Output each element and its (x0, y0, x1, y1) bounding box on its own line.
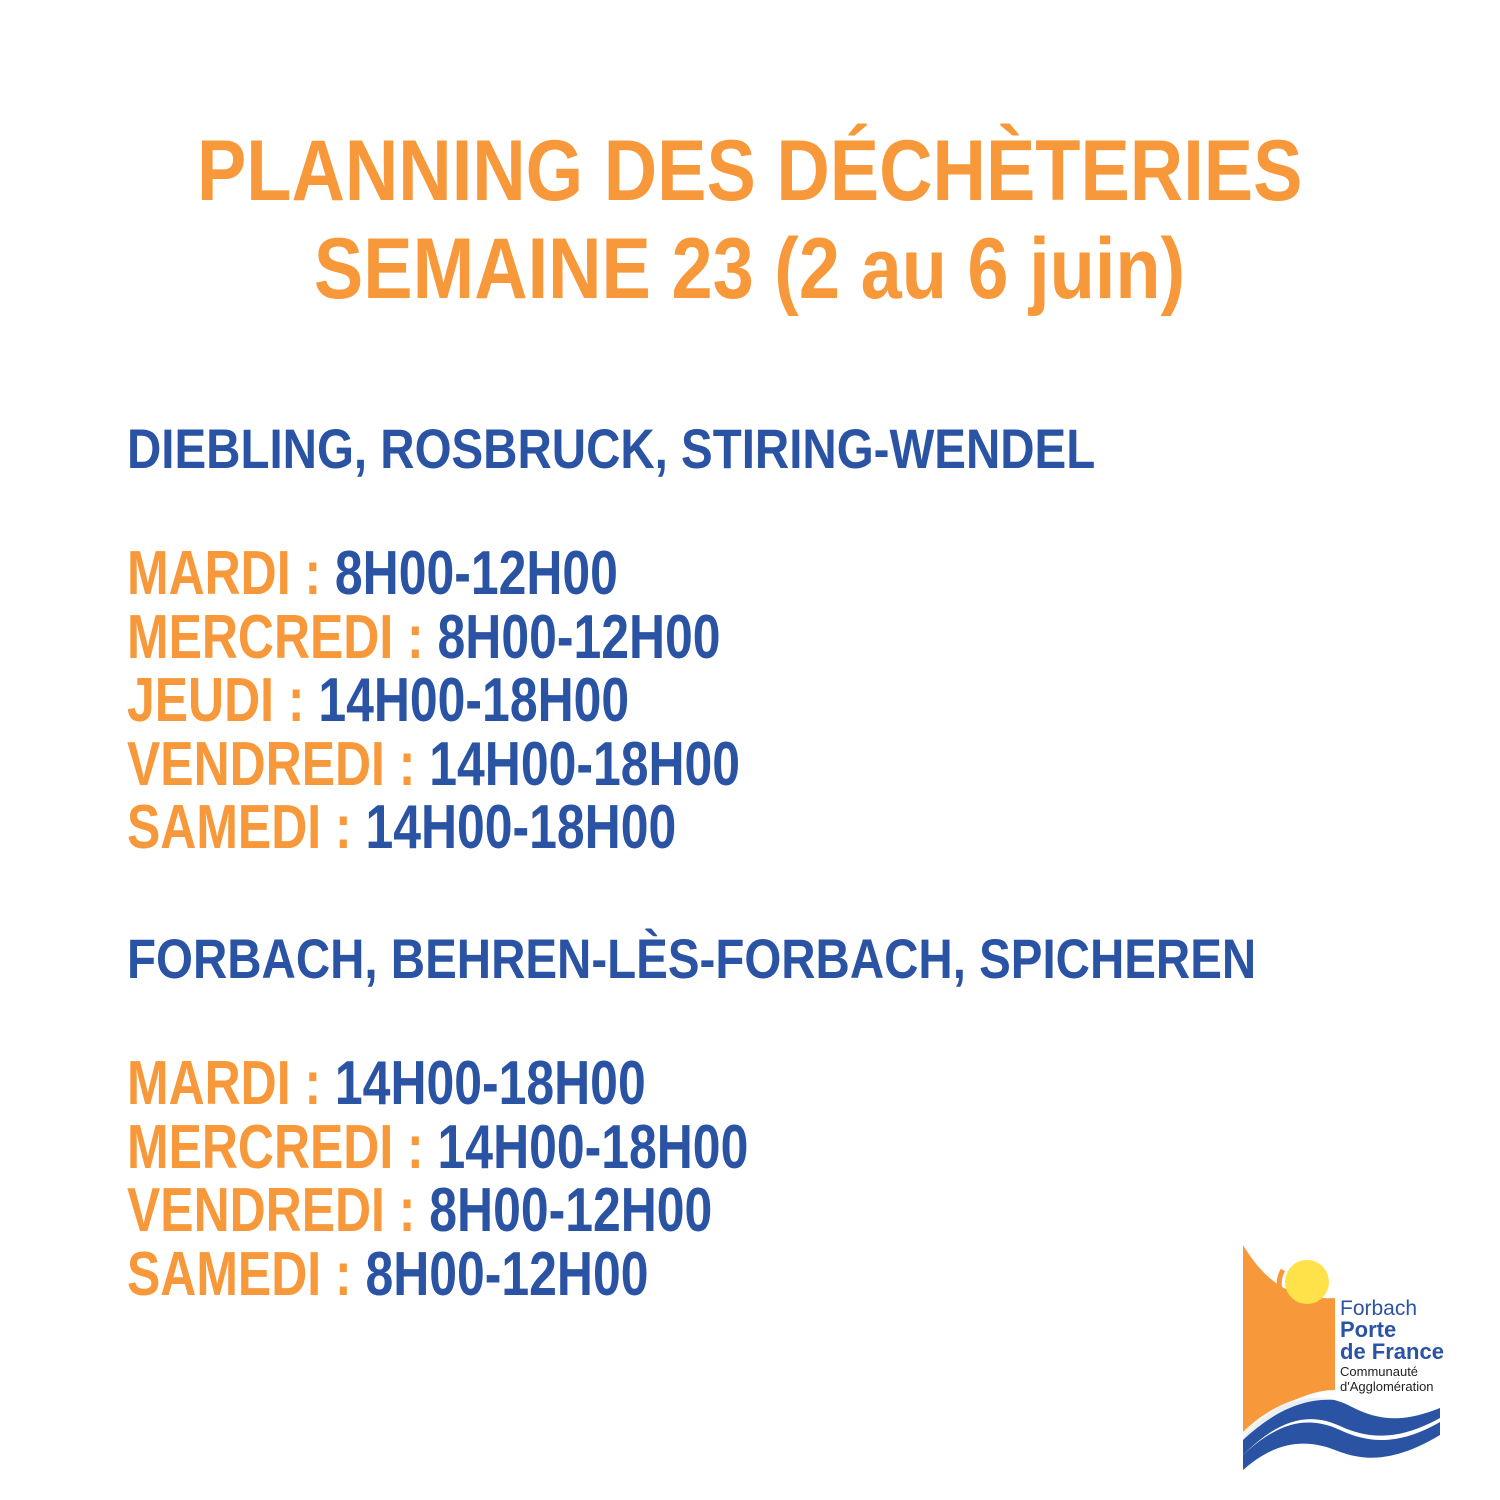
hours-value: 14H00-18H00 (437, 1112, 749, 1182)
schedule-row (127, 539, 889, 608)
day-label: JEUDI : (127, 666, 319, 735)
logo-wordmark (1340, 1298, 1444, 1393)
schedule-row (127, 602, 889, 672)
section-2-schedule (127, 1049, 899, 1309)
hours-value: 8H00-12H00 (334, 539, 618, 608)
schedule-row (127, 1239, 899, 1309)
day-label: VENDREDI : (127, 729, 430, 799)
schedule-row (127, 729, 889, 799)
day-label: SAMEDI : (127, 1239, 366, 1309)
schedule-row (127, 1176, 899, 1245)
logo-line-4: Communauté (1340, 1364, 1419, 1379)
schedule-row (127, 793, 889, 862)
day-label: VENDREDI : (127, 1176, 430, 1245)
section-1-heading: DIEBLING, ROSBRUCK, STIRING-WENDEL (127, 417, 1096, 480)
hours-value: 8H00-12H00 (429, 1176, 713, 1245)
day-label: MERCREDI : (127, 602, 438, 672)
logo-line-5: d'Agglomération (1340, 1379, 1434, 1394)
hours-value: 14H00-18H00 (429, 729, 741, 799)
day-label: MERCREDI : (127, 1112, 438, 1182)
hours-value: 8H00-12H00 (437, 602, 721, 672)
schedule-row (127, 666, 889, 735)
hours-value: 8H00-12H00 (365, 1239, 649, 1309)
logo-sun (1285, 1260, 1329, 1304)
logo-line-1: Forbach (1340, 1297, 1418, 1320)
hours-value: 14H00-18H00 (334, 1049, 646, 1118)
section-2-heading: FORBACH, BEHREN-LÈS-FORBACH, SPICHEREN (127, 927, 1257, 990)
section-1-schedule (127, 539, 889, 862)
logo-line-2: Porte (1340, 1317, 1397, 1342)
hours-value: 14H00-18H00 (318, 666, 630, 735)
schedule-row (127, 1112, 899, 1182)
hours-value: 14H00-18H00 (365, 793, 677, 862)
day-label: MARDI : (127, 1049, 335, 1118)
logo-line-3: de France (1340, 1339, 1444, 1364)
page-title-line-1: PLANNING DES DÉCHÈTERIES (197, 123, 1303, 219)
day-label: MARDI : (127, 539, 335, 608)
day-label: SAMEDI : (127, 793, 366, 862)
page-title-line-2: SEMAINE 23 (2 au 6 juin) (314, 221, 1186, 317)
schedule-row (127, 1049, 899, 1118)
